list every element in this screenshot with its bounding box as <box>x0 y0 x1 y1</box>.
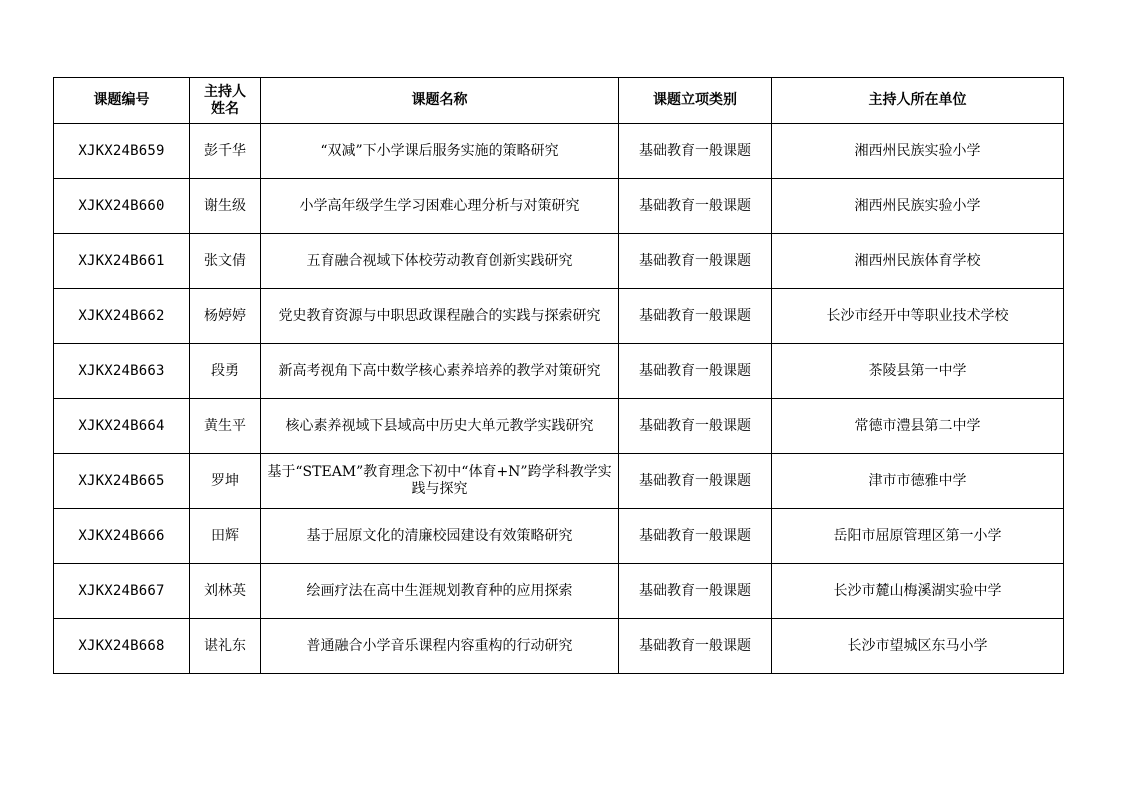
cell-project-category: 基础教育一般课题 <box>619 344 772 399</box>
header-project-id: 课题编号 <box>54 78 190 124</box>
cell-project-category: 基础教育一般课题 <box>619 124 772 179</box>
cell-project-title: 小学高年级学生学习困难心理分析与对策研究 <box>261 179 619 234</box>
cell-host-name: 段勇 <box>190 344 261 399</box>
cell-project-id: XJKX24B659 <box>54 124 190 179</box>
cell-host-unit: 长沙市经开中等职业技术学校 <box>772 289 1064 344</box>
cell-project-category: 基础教育一般课题 <box>619 399 772 454</box>
table-row <box>54 509 1064 564</box>
table-header <box>54 78 1064 124</box>
table-row <box>54 564 1064 619</box>
cell-host-name: 彭千华 <box>190 124 261 179</box>
cell-project-id: XJKX24B660 <box>54 179 190 234</box>
cell-host-name: 黄生平 <box>190 399 261 454</box>
table-row <box>54 619 1064 674</box>
header-host-name <box>190 78 261 124</box>
cell-project-id: XJKX24B663 <box>54 344 190 399</box>
cell-host-name: 田辉 <box>190 509 261 564</box>
cell-project-category: 基础教育一般课题 <box>619 179 772 234</box>
header-project-title: 课题名称 <box>261 78 619 124</box>
cell-host-unit: 长沙市望城区东马小学 <box>772 619 1064 674</box>
cell-project-category: 基础教育一般课题 <box>619 619 772 674</box>
cell-project-title: 基于屈原文化的清廉校园建设有效策略研究 <box>261 509 619 564</box>
project-table <box>53 77 1064 674</box>
cell-host-unit: 津市市德雅中学 <box>772 454 1064 509</box>
table-row <box>54 124 1064 179</box>
table-row <box>54 234 1064 289</box>
table-row <box>54 454 1064 509</box>
table-row <box>54 289 1064 344</box>
table-body <box>54 124 1064 674</box>
cell-project-title: 新高考视角下高中数学核心素养培养的教学对策研究 <box>261 344 619 399</box>
cell-host-name: 张文倩 <box>190 234 261 289</box>
cell-host-unit: 常德市澧县第二中学 <box>772 399 1064 454</box>
table-row <box>54 344 1064 399</box>
cell-project-id: XJKX24B662 <box>54 289 190 344</box>
cell-project-title: 绘画疗法在高中生涯规划教育种的应用探索 <box>261 564 619 619</box>
header-host-name-text: 主持人 姓名 <box>204 83 246 117</box>
table-row <box>54 399 1064 454</box>
cell-project-title: 党史教育资源与中职思政课程融合的实践与探索研究 <box>261 289 619 344</box>
cell-project-title: “双减”下小学课后服务实施的策略研究 <box>261 124 619 179</box>
cell-host-name: 谢生级 <box>190 179 261 234</box>
cell-host-unit: 茶陵县第一中学 <box>772 344 1064 399</box>
header-project-category: 课题立项类别 <box>619 78 772 124</box>
cell-project-title: 基于“STEAM”教育理念下初中“体育+N”跨学科教学实践与探究 <box>261 454 619 509</box>
cell-project-id: XJKX24B661 <box>54 234 190 289</box>
cell-project-id: XJKX24B664 <box>54 399 190 454</box>
cell-project-title: 核心素养视域下县域高中历史大单元教学实践研究 <box>261 399 619 454</box>
cell-project-title: 普通融合小学音乐课程内容重构的行动研究 <box>261 619 619 674</box>
cell-project-category: 基础教育一般课题 <box>619 234 772 289</box>
cell-host-name: 谌礼东 <box>190 619 261 674</box>
cell-host-unit: 湘西州民族体育学校 <box>772 234 1064 289</box>
cell-project-id: XJKX24B666 <box>54 509 190 564</box>
cell-project-category: 基础教育一般课题 <box>619 289 772 344</box>
cell-project-id: XJKX24B665 <box>54 454 190 509</box>
cell-project-title: 五育融合视域下体校劳动教育创新实践研究 <box>261 234 619 289</box>
cell-host-name: 刘林英 <box>190 564 261 619</box>
cell-host-unit: 湘西州民族实验小学 <box>772 124 1064 179</box>
cell-project-category: 基础教育一般课题 <box>619 509 772 564</box>
cell-project-id: XJKX24B668 <box>54 619 190 674</box>
cell-host-name: 罗坤 <box>190 454 261 509</box>
cell-host-unit: 长沙市麓山梅溪湖实验中学 <box>772 564 1064 619</box>
cell-host-unit: 岳阳市屈原管理区第一小学 <box>772 509 1064 564</box>
cell-host-unit: 湘西州民族实验小学 <box>772 179 1064 234</box>
cell-project-category: 基础教育一般课题 <box>619 564 772 619</box>
cell-project-id: XJKX24B667 <box>54 564 190 619</box>
cell-host-name: 杨婷婷 <box>190 289 261 344</box>
cell-project-category: 基础教育一般课题 <box>619 454 772 509</box>
header-host-unit: 主持人所在单位 <box>772 78 1064 124</box>
table-row <box>54 179 1064 234</box>
header-row <box>54 78 1064 124</box>
